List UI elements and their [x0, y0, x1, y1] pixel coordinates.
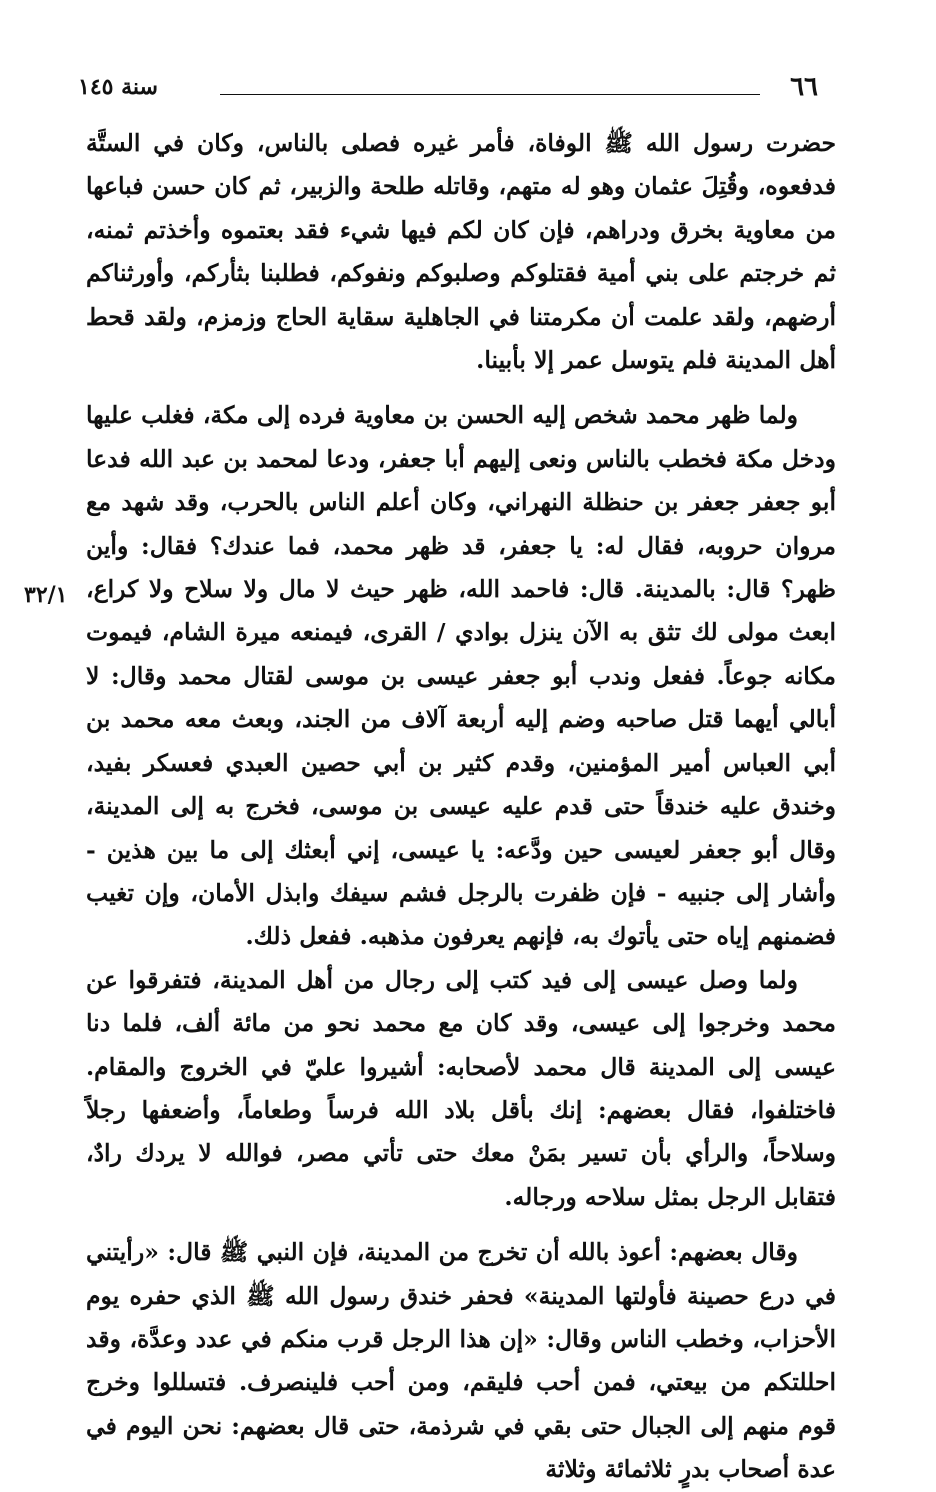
page-number: ٦٦ — [790, 72, 818, 102]
paragraph-3: ولما وصل عيسى إلى فيد كتب إلى رجال من أهل المدينة، فتفرقوا عن محمد وخرجوا إلى عيسى، وقد كان مع محمد نحو من مائة ألف، فلما دنا عيسى إلى المدينة قال محمد لأصحابه: أشيروا عليّ في الخروج والمقام. فاختلفوا، فقال بعضهم: إنك بأقل بلاد الله فرساً وطعاماً، وأضعفها رجلاً وسلاحاً، والرأي بأن تسير بمَنْ معك حتى تأتي مصر، فوالله لا يردك رادٌ، فتقابل الرجل بمثل سلاحه ورجاله. — [86, 965, 836, 1211]
page-header — [70, 72, 830, 108]
header-rule — [220, 94, 760, 95]
paragraph-1: حضرت رسول الله ﷺ الوفاة، فأمر غيره فصلى بالناس، وكان في الستَّة فدفعوه، وقُتِلَ عثمان وهو له متهم، وقاتله طلحة والزبير، ثم كان حسن فباعها من معاوية بخرق ودراهم، فإن كان لكم فيها شيء فقد بعتموه وأخذتم ثمنه، ثم خرجتم على بني أمية فقتلوكم وصلبوكم ونفوكم، فطلبنا بثأركم، وأورثناكم أرضهم، ولقد علمت أن مكرمتنا في الجاهلية سقاية الحاج وزمزم، ولقد قحط أهل المدينة فلم يتوسل عمر إلا بأبينا. — [86, 129, 836, 375]
body-text — [86, 122, 836, 1492]
margin-reference: ٣٢/١ — [24, 582, 68, 608]
running-head: سنة ١٤٥ — [78, 74, 158, 100]
paragraph-4: وقال بعضهم: أعوذ بالله أن تخرج من المدينة، فإن النبي ﷺ قال: «رأيتني في درع حصينة فأولتها المدينة» فحفر خندق رسول الله ﷺ الذي حفره يوم الأحزاب، وخطب الناس وقال: «إن هذا الرجل قرب منكم في عدد وعدَّة، وقد احللتكم من بيعتي، فمن أحب فليقم، ومن أحب فلينصرف. فتسللوا وخرج قوم منهم إلى الجبال حتى بقي في شرذمة، حتى قال بعضهم: نحن اليوم في عدة أصحاب بدرٍ ثلاثمائة وثلاثة — [86, 1238, 836, 1484]
paragraph-2: ولما ظهر محمد شخص إليه الحسن بن معاوية فرده إلى مكة، فغلب عليها ودخل مكة فخطب بالناس ونعى إليهم أبا جعفر، ودعا لمحمد بن عبد الله فدعا أبو جعفر جعفر بن حنظلة النهراني، وكان أعلم الناس بالحرب، وقد شهد مع مروان حروبه، فقال له: يا جعفر، قد ظهر محمد، فما عندك؟ فقال: وأين ظهر؟ قال: بالمدينة. قال: فاحمد الله، ظهر حيث لا مال ولا سلاح ولا كراع، ابعث مولى لك تثق به الآن ينزل بوادي / القرى، فيمنعه ميرة الشام، فيموت مكانه جوعاً. ففعل وندب أبو جعفر عيسى بن موسى لقتال محمد وقال: لا أبالي أيهما قتل صاحبه وضم إليه أربعة آلاف من الجند، وبعث معه محمد بن أبي العباس أمير المؤمنين، وقدم كثير بن أبي حصين العبدي فعسكر بفيد، وخندق عليه خندقاً حتى قدم عليه عيسى بن موسى، فخرج به إلى المدينة، وقال أبو جعفر لعيسى حين ودَّعه: يا عيسى، إني أبعثك إلى ما بين هذين - وأشار إلى جنبيه - فإن ظفرت بالرجل فشم سيفك وابذل الأمان، وإن تغيب فضمنهم إياه حتى يأتوك به، فإنهم يعرفون مذهبه. ففعل ذلك. — [86, 401, 836, 951]
